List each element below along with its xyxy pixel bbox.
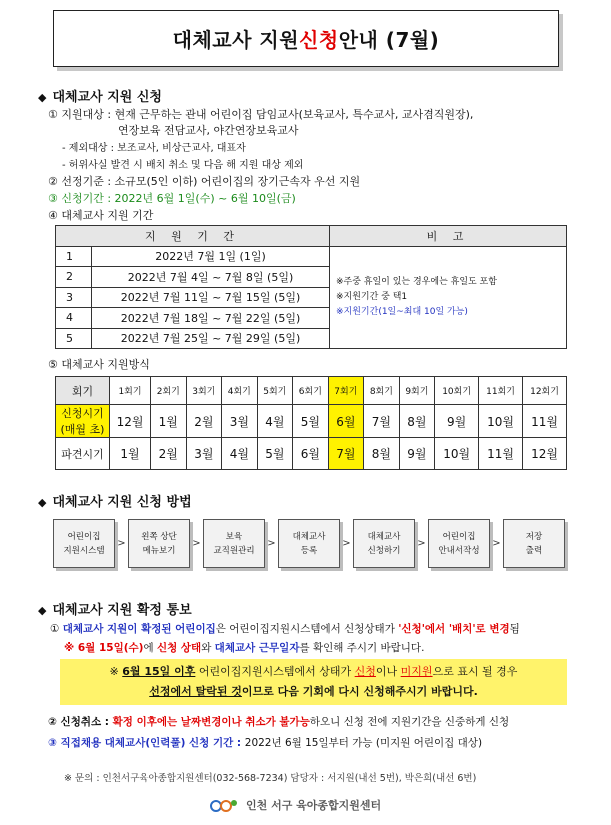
dispatch-month-cell: 12월 bbox=[523, 438, 567, 470]
period-range: 2022년 7월 1일 (1일) bbox=[92, 246, 330, 267]
note-header: 비 고 bbox=[330, 226, 567, 247]
warning-line-2: 선정에서 탈락된 것이므로 다음 기회에 다시 신청해주시기 바랍니다. bbox=[149, 685, 478, 698]
support-method-table bbox=[55, 376, 567, 470]
apply-month-cell: 8월 bbox=[399, 405, 435, 438]
apply-month-cell: 10월 bbox=[479, 405, 523, 438]
title-highlight: 신청 bbox=[299, 28, 339, 52]
round-cell: 4회기 bbox=[222, 377, 258, 405]
flow-step-line-1: 대체교사 bbox=[367, 531, 401, 542]
chevron-right-icon: > bbox=[342, 538, 351, 549]
confirm-line-1: ① 대체교사 지원이 확정된 어린이집은 어린이집지원시스템에서 신청상태가 '신청'에서 '배치'로 변경됨 bbox=[50, 623, 520, 635]
period-notes bbox=[330, 246, 567, 349]
flow-step bbox=[428, 519, 490, 568]
round-cell: 7회기 bbox=[328, 377, 364, 405]
round-header: 회기 bbox=[56, 377, 110, 405]
center-logo-text: 인천 서구 육아종합지원센터 bbox=[246, 799, 382, 812]
dispatch-month-cell: 3월 bbox=[186, 438, 222, 470]
diamond-bullet-icon: ◆ bbox=[38, 91, 47, 104]
warning-line-1: ※ 6월 15일 이후 어린이집지원시스템에서 상태가 신청이나 미지원으로 표시 될 경우 bbox=[109, 665, 518, 678]
confirm-line-2: ※ 6월 15일(수)에 신청 상태와 대체교사 근무일자를 확인해 주시기 바랍니다. bbox=[64, 642, 425, 654]
flow-step-line-1: 왼쪽 상단 bbox=[141, 531, 177, 542]
support-period-heading: ④ 대체교사 지원 기간 bbox=[48, 209, 154, 222]
round-cell: 10회기 bbox=[435, 377, 479, 405]
chevron-right-icon: > bbox=[492, 538, 501, 549]
dispatch-month-cell: 7월 bbox=[328, 438, 364, 470]
eligibility-line-2: 연장보육 전담교사, 야간연장보육교사 bbox=[118, 124, 299, 137]
exclusion-line: - 제외대상 : 보조교사, 비상근교사, 대표자 bbox=[62, 143, 246, 154]
round-cell: 9회기 bbox=[399, 377, 435, 405]
title-suffix: 안내 (7월) bbox=[338, 28, 440, 52]
round-cell: 11회기 bbox=[479, 377, 523, 405]
row-number: 2 bbox=[56, 267, 92, 288]
section-heading-method: ◆ 대체교사 지원 신청 방법 bbox=[38, 495, 192, 510]
dispatch-month-cell: 6월 bbox=[293, 438, 329, 470]
period-header: 지 원 기 간 bbox=[56, 226, 330, 247]
dispatch-month-cell: 5월 bbox=[257, 438, 293, 470]
dispatch-month-cell: 11월 bbox=[479, 438, 523, 470]
flow-step-line-2: 출력 bbox=[525, 545, 543, 556]
apply-month-cell: 1월 bbox=[151, 405, 187, 438]
flow-step-line-1: 어린이집 bbox=[67, 531, 101, 542]
flow-step bbox=[353, 519, 415, 568]
contact-info: ※ 문의 : 인천서구육아종합지원센터(032-568-7234) 담당자 : 서지원(내선 5번), 박은희(내선 6번) bbox=[64, 773, 477, 784]
page-title bbox=[53, 10, 559, 67]
diamond-bullet-icon: ◆ bbox=[38, 604, 47, 617]
flow-step-line-2: 안내서작성 bbox=[438, 545, 480, 556]
apply-month-cell: 3월 bbox=[222, 405, 258, 438]
period-range: 2022년 7월 11일 ~ 7월 15일 (5일) bbox=[92, 287, 330, 308]
flow-step-line-2: 지원시스템 bbox=[63, 545, 105, 556]
section-heading-confirm: ◆ 대체교사 지원 확정 통보 bbox=[38, 603, 192, 618]
false-fact-line: - 허위사실 발견 시 배치 취소 및 다음 해 지원 대상 제외 bbox=[62, 160, 304, 171]
dispatch-month-cell: 8월 bbox=[364, 438, 400, 470]
chevron-right-icon: > bbox=[192, 538, 201, 549]
flow-step-line-2: 등록 bbox=[300, 545, 318, 556]
flow-step bbox=[203, 519, 265, 568]
period-range: 2022년 7월 18일 ~ 7월 22일 (5일) bbox=[92, 308, 330, 329]
direct-hire-line: ③ 직접채용 대체교사(인력풀) 신청 기간 : 2022년 6월 15일부터 가능 (미지원 어린이집 대상) bbox=[48, 737, 483, 749]
dispatch-month-cell: 9월 bbox=[399, 438, 435, 470]
flow-step bbox=[503, 519, 565, 568]
period-range: 2022년 7월 4일 ~ 7월 8일 (5일) bbox=[92, 267, 330, 288]
table-row bbox=[56, 246, 567, 267]
flow-step bbox=[128, 519, 190, 568]
criteria-line: ② 선정기준 : 소규모(5인 이하) 어린이집의 장기근속자 우선 지원 bbox=[48, 175, 361, 188]
method-heading: ⑤ 대체교사 지원방식 bbox=[48, 358, 150, 371]
apply-month-cell: 2월 bbox=[186, 405, 222, 438]
flow-step-line-1: 보육 bbox=[225, 531, 243, 542]
warning-box bbox=[60, 659, 567, 705]
dispatch-month-cell: 1월 bbox=[110, 438, 151, 470]
row-number: 1 bbox=[56, 246, 92, 267]
chevron-right-icon: > bbox=[117, 538, 126, 549]
round-cell: 12회기 bbox=[523, 377, 567, 405]
period-range: 2022년 7월 25일 ~ 7월 29일 (5일) bbox=[92, 328, 330, 349]
application-period-line: ③ 신청기간 : 2022년 6월 1일(수) ~ 6월 10일(금) bbox=[48, 192, 296, 205]
chevron-right-icon: > bbox=[417, 538, 426, 549]
section-heading-apply: ◆ 대체교사 지원 신청 bbox=[38, 90, 162, 105]
application-flow bbox=[53, 519, 565, 568]
apply-month-cell: 6월 bbox=[328, 405, 364, 438]
center-logo bbox=[210, 797, 381, 813]
dispatch-label: 파견시기 bbox=[56, 438, 110, 470]
round-cell: 5회기 bbox=[257, 377, 293, 405]
apply-label: 신청시기 (매월 초) bbox=[56, 405, 110, 438]
support-period-table bbox=[55, 225, 567, 349]
row-number: 4 bbox=[56, 308, 92, 329]
title-prefix: 대체교사 지원 bbox=[172, 28, 300, 52]
apply-month-cell: 7월 bbox=[364, 405, 400, 438]
row-number: 3 bbox=[56, 287, 92, 308]
dispatch-month-cell: 2월 bbox=[151, 438, 187, 470]
flow-step-line-2: 신청하기 bbox=[367, 545, 401, 556]
round-cell: 6회기 bbox=[293, 377, 329, 405]
apply-month-cell: 9월 bbox=[435, 405, 479, 438]
note-holiday: ※주중 휴일이 있는 경우에는 휴일도 포함 bbox=[336, 276, 497, 287]
round-cell: 8회기 bbox=[364, 377, 400, 405]
row-number: 5 bbox=[56, 328, 92, 349]
flow-step-line-1: 저장 bbox=[525, 531, 543, 542]
round-cell: 2회기 bbox=[151, 377, 187, 405]
flow-step-line-1: 대체교사 bbox=[292, 531, 326, 542]
diamond-bullet-icon: ◆ bbox=[38, 496, 47, 509]
flow-step bbox=[53, 519, 115, 568]
apply-month-cell: 11월 bbox=[523, 405, 567, 438]
apply-month-cell: 5월 bbox=[293, 405, 329, 438]
dispatch-month-cell: 10월 bbox=[435, 438, 479, 470]
flow-step-line-2: 교직원관리 bbox=[213, 545, 255, 556]
flow-step bbox=[278, 519, 340, 568]
flow-step-line-1: 어린이집 bbox=[442, 531, 476, 542]
flow-step-line-2: 메뉴보기 bbox=[142, 545, 176, 556]
eligibility-line: ① 지원대상 : 현재 근무하는 관내 어린이집 담임교사(보육교사, 특수교사, 교사겸직원장), bbox=[48, 108, 474, 121]
apply-month-cell: 12월 bbox=[110, 405, 151, 438]
note-choose-one: ※지원기간 중 택1 bbox=[336, 291, 408, 302]
apply-month-cell: 4월 bbox=[257, 405, 293, 438]
round-cell: 3회기 bbox=[186, 377, 222, 405]
dispatch-month-cell: 4월 bbox=[222, 438, 258, 470]
chevron-right-icon: > bbox=[267, 538, 276, 549]
cancel-line: ② 신청취소 : 확정 이후에는 날짜변경이나 취소가 불가능하오니 신청 전에 지원기간을 신중하게 신청 bbox=[48, 716, 510, 728]
note-duration: ※지원기간(1일~최대 10일 가능) bbox=[336, 306, 468, 317]
center-logo-icon bbox=[210, 797, 240, 813]
round-cell: 1회기 bbox=[110, 377, 151, 405]
